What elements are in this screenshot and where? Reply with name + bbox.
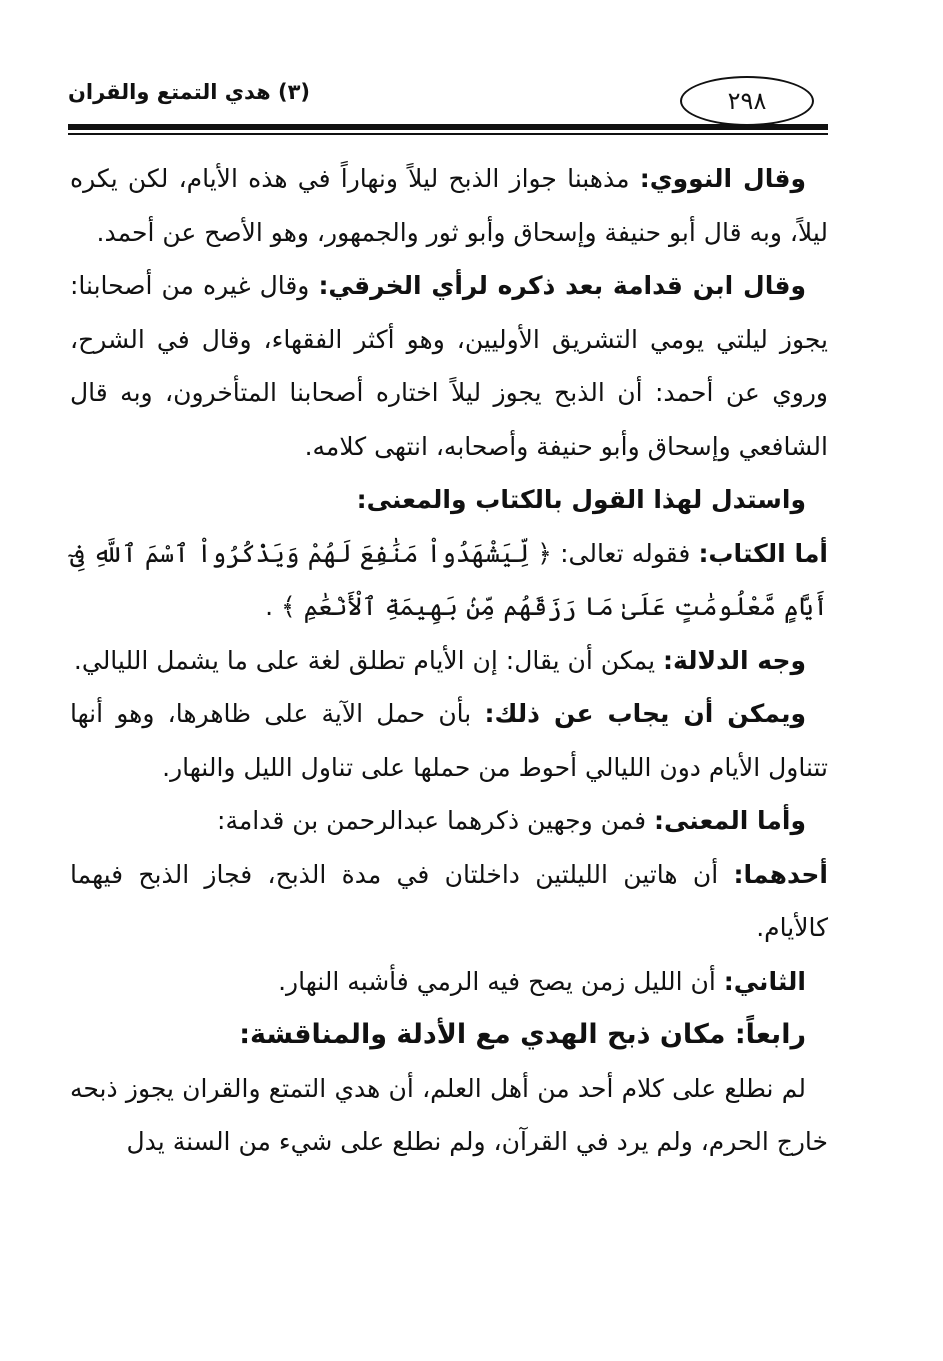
paragraph-text: يمكن أن يقال: إن الأيام تطلق لغة على ما يشمل الليالي.: [73, 645, 664, 675]
quran-verse: ﴿ لِّيَشْهَدُواْ مَنَٰفِعَ لَهُمْ وَيَذْكُرُواْ ٱسْمَ ٱللَّهِ فِىٓ أَيَّامٍ مَّعْلُومَٰتٍ عَلَىٰ مَا رَزَقَهُم مِّنۢ بَهِيمَةِ ٱلْأَنْعَٰمِ ﴾: [70, 538, 828, 621]
paragraph-text: أن هاتين الليلتين داخلتان في مدة الذبح، فجاز الذبح فيهما كالأيام.: [70, 859, 828, 942]
paragraph-lead: وجه الدلالة:: [663, 645, 806, 675]
page-header: [68, 74, 828, 144]
paragraph-lead: واستدل لهذا القول بالكتاب والمعنى:: [356, 485, 806, 514]
page-number: ٢٩٨: [680, 76, 814, 126]
paragraph-text: فقوله تعالى:: [551, 538, 699, 568]
paragraph-second-reason: [70, 955, 828, 1009]
paragraph-lead: أما الكتاب:: [698, 538, 828, 568]
paragraph-text: أن الليل زمن يصح فيه الرمي فأشبه النهار.: [278, 966, 724, 996]
paragraph-ibn-qudama: [70, 259, 828, 473]
paragraph-indication: [70, 634, 828, 688]
paragraph-tail: .: [265, 592, 274, 621]
paragraph-text: فمن وجهين ذكرهما عبدالرحمن بن قدامة:: [217, 806, 654, 835]
paragraph-lead: ويمكن أن يجاب عن ذلك:: [484, 699, 806, 728]
paragraph-first-reason: [70, 848, 828, 955]
paragraph-lead: أحدهما:: [733, 859, 828, 889]
paragraph-lead: وقال ابن قدامة بعد ذكره لرأي الخرقي:: [318, 271, 806, 300]
header-rule-thick: [68, 124, 828, 130]
paragraph-evidence-intro: [70, 473, 828, 527]
page-body: [70, 152, 828, 1169]
paragraph-lead: وأما المعنى:: [653, 806, 806, 835]
paragraph-lead: الثاني:: [723, 966, 806, 996]
paragraph-nawawi: [70, 152, 828, 259]
paragraph-book-evidence: [70, 527, 828, 634]
header-rule-thin: [68, 133, 828, 135]
running-title: (٣) هدي التمتع والقران: [68, 80, 310, 104]
paragraph-lead: وقال النووي:: [639, 164, 806, 193]
section-heading: رابعاً: مكان ذبح الهدي مع الأدلة والمناقشة:: [239, 1019, 806, 1050]
paragraph-response: [70, 687, 828, 794]
paragraph-meaning: [70, 794, 828, 848]
paragraph-text: وقال غيره من أصحابنا: يجوز ليلتي يومي التشريق الأوليين، وهو أكثر الفقهاء، وقال في الشرح، وروي عن أحمد: أن الذبح يجوز ليلاً اختاره أصحابنا المتأخرون، وبه قال الشافعي وإسحاق وأبو حنيفة وأصحابه، انتهى كلامه.: [70, 271, 828, 461]
paragraph-text: مذهبنا جواز الذبح ليلاً ونهاراً في هذه الأيام، لكن يكره ليلاً، وبه قال أبو حنيفة وإسحاق وأبو ثور والجمهور، وهو الأصح عن أحمد.: [70, 164, 828, 247]
paragraph-closing: لم نطلع على كلام أحد من أهل العلم، أن هدي التمتع والقران يجوز ذبحه خارج الحرم، ولم يرد في القرآن، ولم نطلع على شيء من السنة يدل: [70, 1073, 828, 1156]
paragraph-text: بأن حمل الآية على ظاهرها، وهو أنها تتناول الأيام دون الليالي أحوط من حملها على تناول الليل والنهار.: [70, 699, 828, 782]
